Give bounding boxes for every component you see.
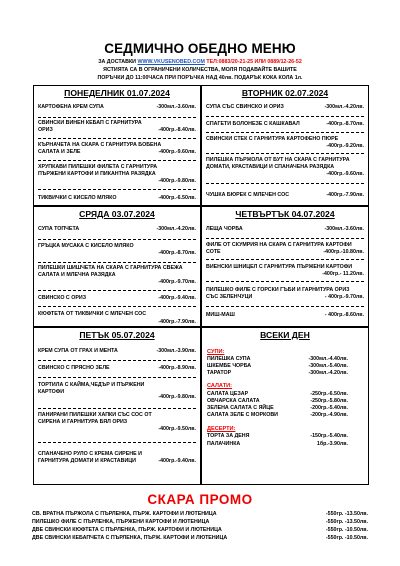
menu-item: САЛАТА ЗЕЛЕ С МОРКОВИ -200гр.-4.90лв. xyxy=(207,412,348,418)
menu-item: ПИЛЕШКО ФИЛЕ С ГОРСКИ ГЪБИ И ГАРНИТУРА ОРИЗ СЪС ЗЕЛЕНЧУЦИ - 400гр.-9.70лв. xyxy=(206,287,364,300)
menu-item: ЛЕЩА ЧОРБА -300мл.-3.60лв. xyxy=(206,226,364,232)
divider xyxy=(38,239,196,240)
divider xyxy=(38,138,196,139)
divider xyxy=(38,262,196,263)
menu-item: ШКЕМБЕ ЧОРБА -300мл.-5.40лв. xyxy=(207,363,348,369)
divider xyxy=(206,183,364,184)
menu-item: СВИНСКО С ОРИЗ -400гр.-9.40лв. xyxy=(38,295,196,301)
menu-item: СПАНАЧЕНО РУЛО С КРЕМА СИРЕНЕ И ГАРНИТУРА ДОМАТИ И КРАСТАВИЦИ -400гр.-9.40лв. xyxy=(38,451,196,464)
desserts-label: ДЕСЕРТИ: xyxy=(207,426,236,432)
divider xyxy=(206,116,364,117)
divider xyxy=(206,306,364,307)
notice-line-2: ПОРЪЧКИ ДО 11:00ЧАСА ПРИ ПОРЪЧКА НАД 40лв. ПОДАРЪК КОКА КОЛА 1л. xyxy=(97,75,303,81)
menu-item: ТИКВИЧКИ С КИСЕЛО МЛЯКО -400гр.-6.50лв. xyxy=(38,195,196,201)
menu-item: КЪРНАЧЕТА НА СКАРА С ГАРНИТУРА БОБЕНА САЛАТА И ЗЕЛЕ -400гр.-9.60лв. xyxy=(38,142,196,155)
wednesday-heading: СРЯДА 03.07.2024 xyxy=(79,209,155,219)
divider xyxy=(38,306,196,307)
menu-item: ХРУПКАВИ ПИЛЕШКИ ФИЛЕТА С ГАРНИТУРА ПЪРЖЕНИ КАРТОФИ И ПИКАНТНА РАЗЯДКА -400гр.-9.80лв. xyxy=(38,164,196,184)
menu-item: СУПА ТОПЧЕТА -300мл.-4.20лв. xyxy=(38,226,196,232)
divider xyxy=(38,408,196,409)
menu-item: ПИЛЕШКА СУПА -300мл.-4.40лв. xyxy=(207,356,348,362)
menu-item: СВИНСКИ ВИНЕН КЕБАП С ГАРНИТУРА ОРИЗ -400гр.-8.40лв. xyxy=(38,120,196,133)
menu-item: ТАРАТОР -300мл.-4.20лв. xyxy=(207,370,348,376)
monday-box xyxy=(33,85,201,206)
menu-item: САЛАТА ЦЕЗАР -250гр.-6.50лв. xyxy=(207,391,348,397)
promo-item: ДВЕ СВИНСКИ КЮФТЕТА С ПЪРЛЕНКА, ПЪРЖ. КАРТОФИ И ЛЮТЕНИЦА -550гр. -10.50лв. xyxy=(32,527,368,533)
menu-item: ЗЕЛЕНА САЛАТА С ЯЙЦЕ -200гр.-5.40лв. xyxy=(207,405,348,411)
wednesday-box xyxy=(33,206,201,327)
thursday-heading: ЧЕТВЪРТЪК 04.07.2024 xyxy=(235,209,335,219)
divider xyxy=(206,238,364,239)
menu-item: ПИЛЕШКИ ШИШЧЕТА НА СКАРА С ГАРНИТУРА СВЕЖА САЛАТА И МЛЕЧНА РАЗЯДКА -400гр.-9.70лв. xyxy=(38,265,196,285)
salads-label: САЛАТИ: xyxy=(207,383,232,389)
menu-title: СЕДМИЧНО ОБЕДНО МЕНЮ xyxy=(104,41,296,56)
menu-item: СВИНСКО С ПРЯСНО ЗЕЛЕ -400гр.-8.90лв. xyxy=(38,365,196,371)
phone-numbers: ТЕЛ:0883/20-21-25 ИЛИ 0889/12-26-52 xyxy=(206,59,302,65)
menu-item: МИШ-МАШ - 400гр.-8.60лв. xyxy=(206,312,364,318)
friday-heading: ПЕТЪК 05.07.2024 xyxy=(79,330,155,340)
website-link[interactable]: WWW.VKUSENOBED.COM xyxy=(137,59,205,65)
divider xyxy=(38,160,196,161)
menu-item: ВИЕНСКИ ШНИЦЕЛ С ГАРНИТУРА ПЪРЖЕНИ КАРТОФИ -400гр.- 11.20лв. xyxy=(206,264,364,277)
soups-label: СУПИ: xyxy=(207,349,225,355)
promo-item: ПИЛЕШКО ФИЛЕ С ПЪРЛЕНКА, ПЪРЖЕНИ КАРТОФИ И ЛЮТЕНИЦА -550гр. -13.50лв. xyxy=(32,519,368,525)
menu-item: ПАЛАЧИНКА 1бр.-3.90лв. xyxy=(207,441,348,447)
delivery-line xyxy=(0,58,400,66)
menu-item: СУПА СЪС СВИНСКО И ОРИЗ -300мл.-4.20лв. xyxy=(206,104,364,110)
menu-item: КРЕМ СУПА ОТ ГРАХ И МЕНТА -300мл.-3.90лв. xyxy=(38,348,196,354)
friday-box xyxy=(33,327,201,485)
menu-item: КАРТОФЕНА КРЕМ СУПА -300мл.-3.60лв. xyxy=(38,104,196,110)
menu-item: ПАНИРАНИ ПИЛЕШКИ ХАПКИ СЪС СОС ОТ СИРЕНА И ГАРНИТУРА БЯЛ ОРИЗ -400гр.-9.50лв. xyxy=(38,412,196,432)
promo-item: ДВЕ СВИНСКИ КЕБАПЧЕТА С ПЪРЛЕНКА, ПЪРЖ. КАРТОФИ И ЛЮТЕНИЦА -550гр. -10.50лв. xyxy=(32,535,368,541)
menu-item: ПИЛЕШКА ПЪРЖОЛА ОТ БУТ НА СКАРА С ГАРНИТУРА ДОМАТИ, КРАСТАВИЦИ И СПАНАЧЕНА РАЗЯДКА -400гр.-9.60лв. xyxy=(206,157,364,177)
divider xyxy=(38,117,196,118)
tuesday-heading: ВТОРНИК 02.07.2024 xyxy=(241,88,329,98)
menu-item: ТОРТИЛА С КАЙМА,ЧЕДЪР И ПЪРЖЕНИ КАРТОФИ -400гр.-9.80лв. xyxy=(38,382,196,400)
delivery-label: ЗА ДОСТАВКИ xyxy=(98,59,138,65)
divider xyxy=(206,132,364,133)
promo-title: СКАРА ПРОМО xyxy=(147,492,253,507)
tuesday-box xyxy=(201,85,369,206)
menu-item: СПАГЕТИ БОЛОНЕЗЕ С КАШКАВАЛ -400гр.-8.70лв. xyxy=(206,121,364,127)
divider xyxy=(206,259,364,260)
menu-item: КЮФТЕТА ОТ ТИКВИЧКИ С МЛЕЧЕН СОС -400гр.-7.90лв. xyxy=(38,311,196,325)
menu-item: ЧУШКА БЮРЕК С МЛЕЧЕН СОС -400гр.-7.90лв. xyxy=(206,192,364,198)
divider xyxy=(38,290,196,291)
menu-item: ГРЪЦКА МУСАКА С КИСЕЛО МЛЯКО -400гр.-8.70лв. xyxy=(38,243,196,256)
menu-item: ОВЧАРСКА САЛАТА -250гр.-5.80лв. xyxy=(207,398,348,404)
divider xyxy=(38,442,196,443)
monday-heading: ПОНЕДЕЛНИК 01.07.2024 xyxy=(64,88,170,98)
divider xyxy=(38,377,196,378)
everyday-heading: ВСЕКИ ДЕН xyxy=(260,330,310,340)
divider xyxy=(206,153,364,154)
menu-item: СВИНСКИ СТЕК С ГАРНИТУРА КАРТОФЕНО ПЮРЕ -400гр.-9.20лв. xyxy=(206,136,364,149)
menu-item: ТОРТА ЗА ДЕНЯ -150гр.-5.40лв. xyxy=(207,433,348,439)
notice-line-1: ЯСТИЯТА СА В ОГРАНИЧЕНИ КОЛИЧЕСТВА, МОЛЯ ПОДАВАЙТЕ ВАШИТЕ xyxy=(103,67,297,73)
divider xyxy=(206,281,364,282)
divider xyxy=(38,189,196,190)
everyday-box xyxy=(201,327,369,485)
menu-item: ФИЛЕ ОТ СКУМРИЯ НА СКАРА С ГАРНИТУРА КАРТОФИ СОТЕ -400гр.-10.80лв. xyxy=(206,242,364,255)
thursday-box xyxy=(201,206,369,327)
divider xyxy=(38,360,196,361)
promo-item: СВ. ВРАТНА ПЪРЖОЛА С ПЪРЛЕНКА, ПЪРЖ. КАРТОФИ И ЛЮТЕНИЦА -550гр. -13.50лв. xyxy=(32,511,368,517)
